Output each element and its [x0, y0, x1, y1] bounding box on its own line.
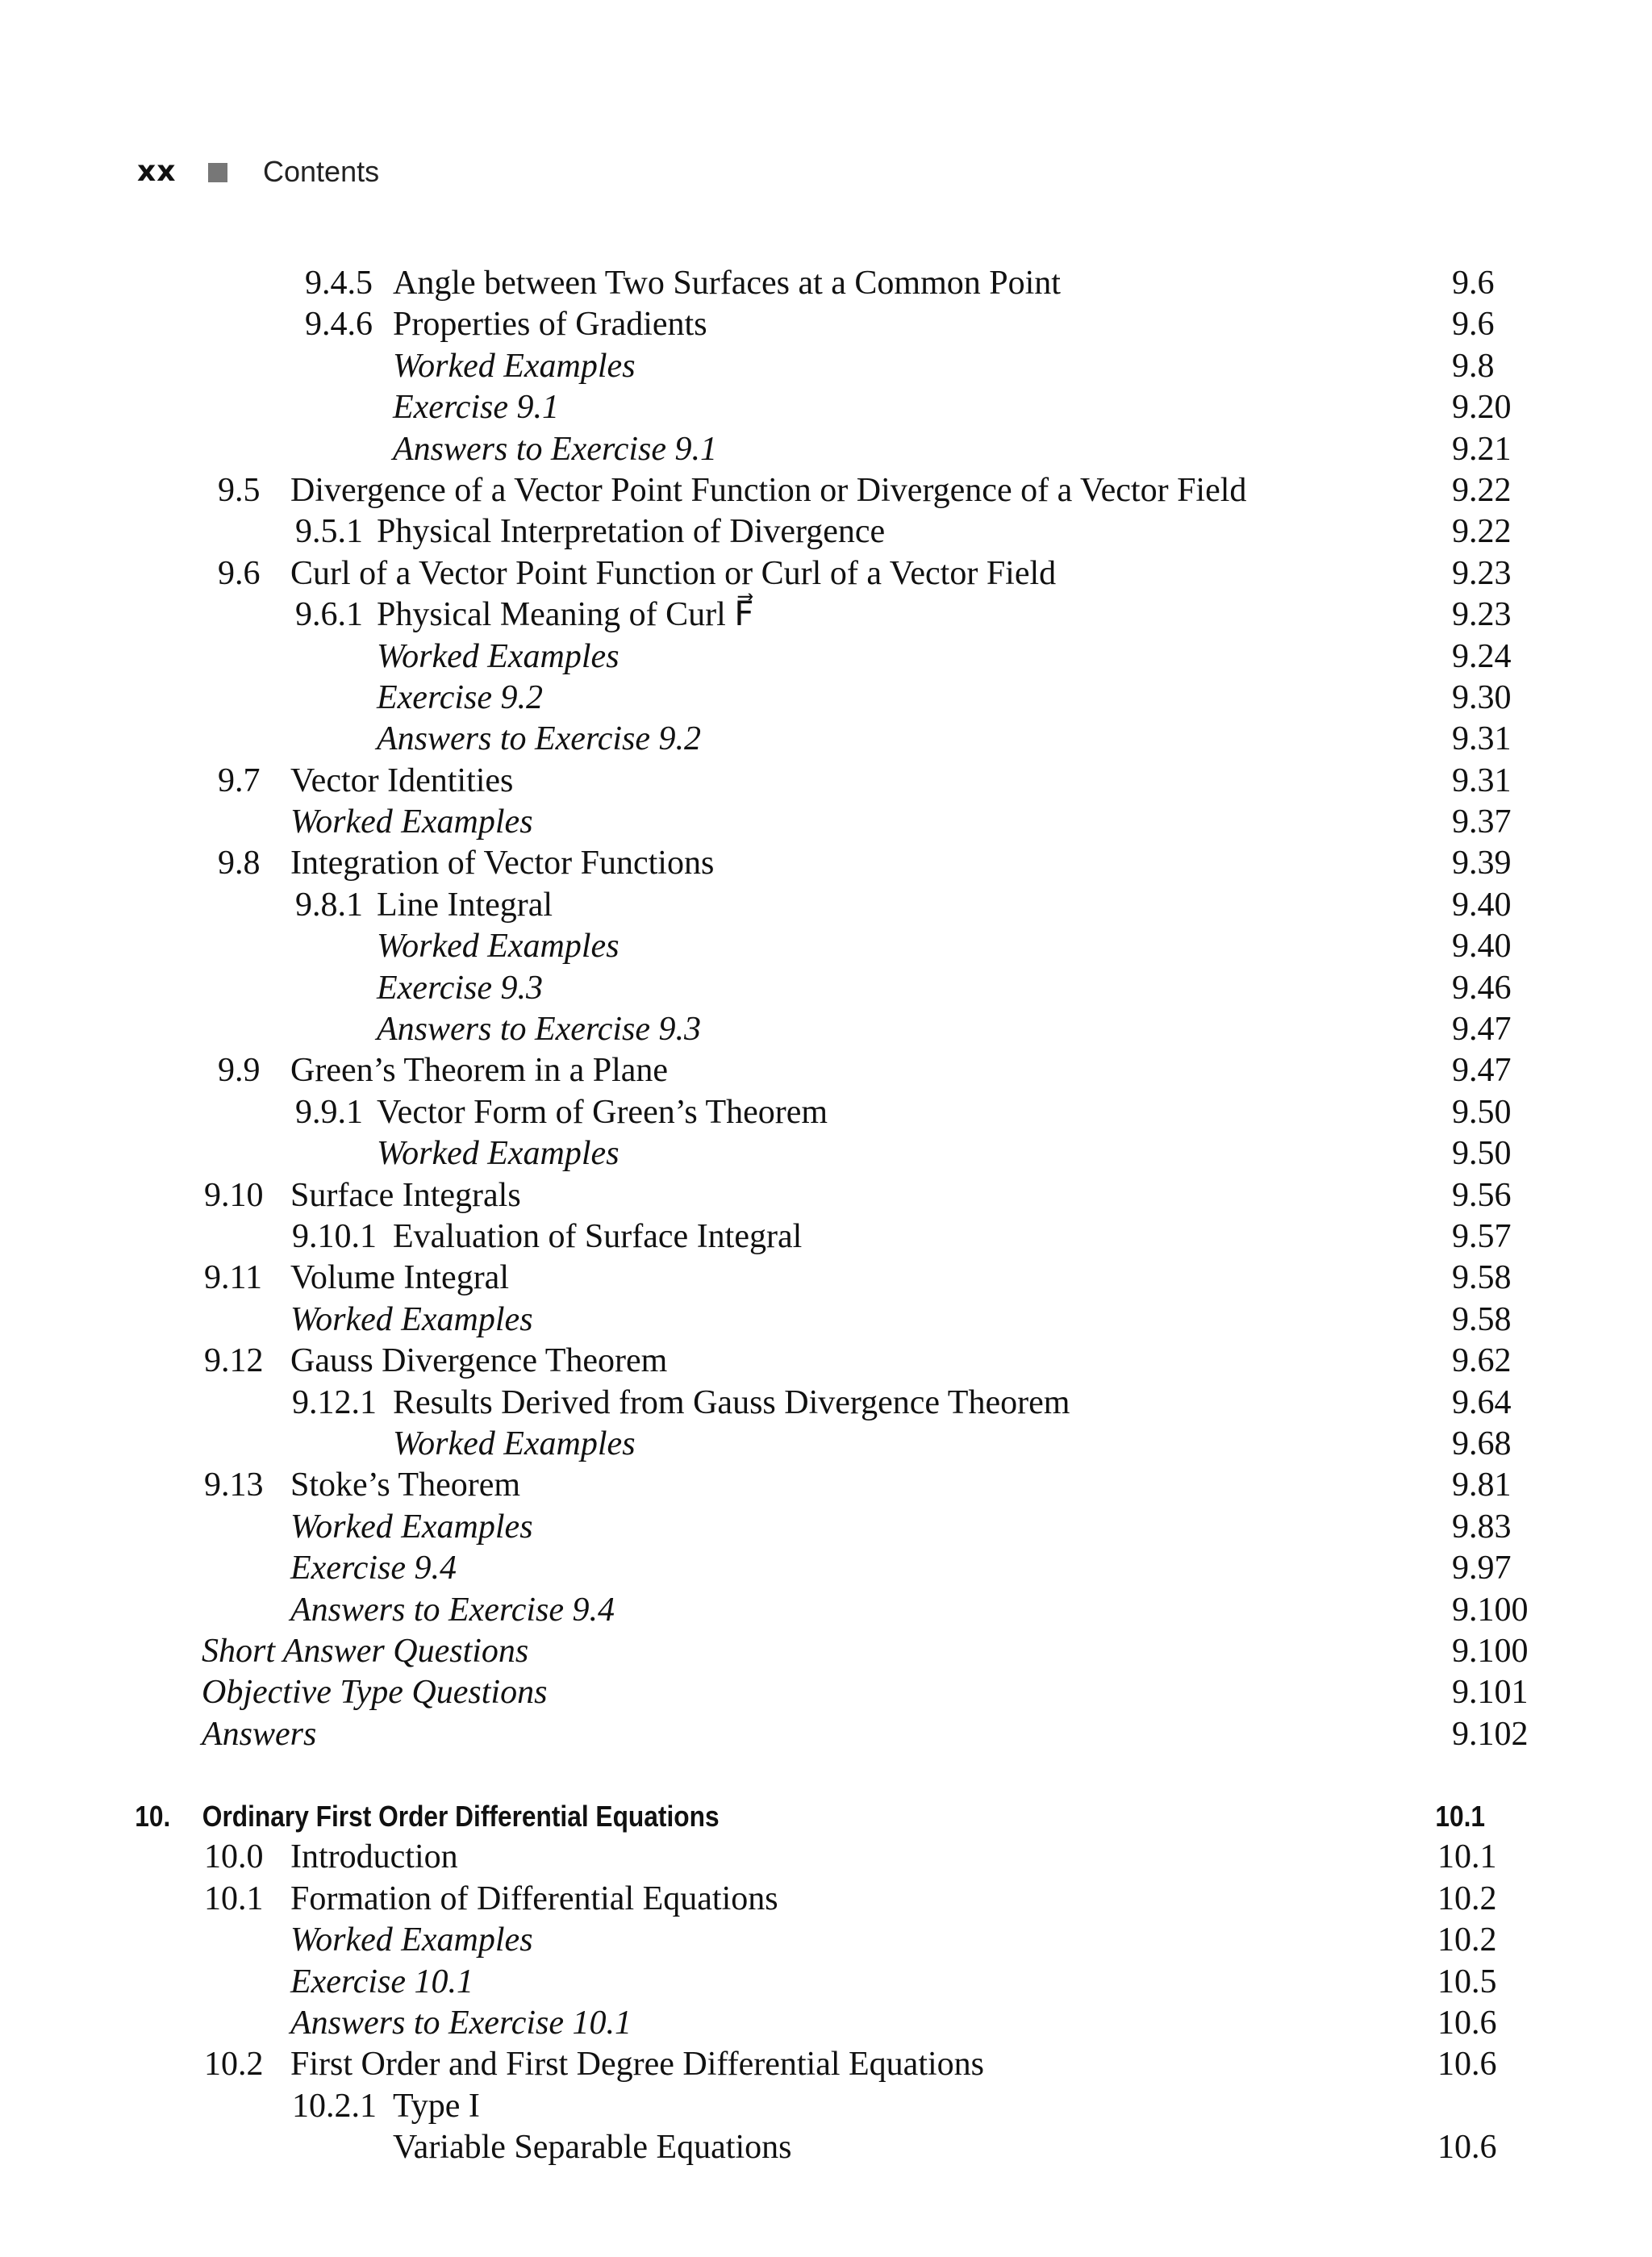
- toc-entry-title: Type I: [393, 2087, 480, 2125]
- toc-entry-title: Answers to Exercise 10.1: [290, 2005, 632, 2042]
- toc-entry-title: First Order and First Degree Differential Equations: [290, 2046, 984, 2084]
- toc-entry-number: 9.8: [218, 845, 261, 882]
- toc-entry-title: Introduction: [290, 1838, 458, 1876]
- toc-entry-page: 9.50: [1452, 1135, 1512, 1173]
- toc-entry-number: 9.8.1: [295, 886, 363, 924]
- toc-entry-page: 9.24: [1452, 637, 1512, 675]
- toc-entry-title: Worked Examples: [290, 1508, 533, 1546]
- toc-entry-number: 9.7: [218, 761, 261, 799]
- toc-entry: [0, 1009, 1652, 1050]
- toc-entry-title: Short Answer Questions: [202, 1632, 529, 1670]
- toc-entry-title: Curl of a Vector Point Function or Curl of a Vector Field: [290, 554, 1057, 592]
- toc-entry: [0, 470, 1652, 511]
- toc-entry-number: 10.2: [204, 2046, 264, 2084]
- toc-entry-number: 9.6.1: [295, 596, 363, 634]
- toc-entry-title: Green’s Theorem in a Plane: [290, 1052, 669, 1090]
- toc-entry-page: 9.46: [1452, 969, 1512, 1007]
- toc-entry: [0, 553, 1652, 594]
- toc-entry: [0, 885, 1652, 926]
- toc-entry-page: 10.6: [1437, 2005, 1497, 2042]
- toc-entry-number: 9.5.1: [295, 513, 363, 551]
- toc-entry-number: 9.10: [204, 1176, 264, 1214]
- toc-entry: [0, 263, 1652, 304]
- toc-entry-number: 10.2.1: [292, 2087, 377, 2125]
- toc-entry-title: Line Integral: [377, 886, 553, 924]
- toc-entry-page: 9.100: [1452, 1632, 1529, 1670]
- toc-entry-title: Worked Examples: [393, 1425, 636, 1462]
- toc-entry-page: 9.97: [1452, 1550, 1512, 1587]
- page-number: xx: [137, 155, 177, 188]
- toc-entry: [0, 1507, 1652, 1548]
- toc-entry: [0, 1920, 1652, 1961]
- toc-entry-number: 10.: [135, 1800, 171, 1834]
- toc-entry: [0, 1672, 1652, 1713]
- toc-entry-title: Worked Examples: [377, 1135, 620, 1173]
- square-bullet-icon: [208, 163, 227, 182]
- toc-entry-page: 9.50: [1452, 1093, 1512, 1131]
- toc-entry-page: 10.6: [1437, 2129, 1497, 2167]
- toc-entry: [0, 761, 1652, 802]
- toc-entry-title: Answers to Exercise 9.4: [290, 1591, 615, 1629]
- toc-entry: [0, 678, 1652, 719]
- toc-entry: [0, 2044, 1652, 2085]
- toc-entry-page: 9.23: [1452, 554, 1512, 592]
- toc-entry-page: 9.64: [1452, 1383, 1512, 1421]
- toc-entry-number: 9.4.5: [305, 265, 373, 302]
- toc-entry: [0, 968, 1652, 1009]
- toc-entry-number: 9.10.1: [292, 1217, 377, 1255]
- toc-entry-title: Answers to Exercise 9.3: [377, 1011, 702, 1049]
- toc-entry: [0, 387, 1652, 428]
- toc-entry: [0, 429, 1652, 470]
- toc-entry: [0, 1465, 1652, 1506]
- toc-entry-title: Exercise 9.2: [377, 678, 544, 716]
- toc-entry-number: 9.9.1: [295, 1093, 363, 1131]
- toc-entry: [0, 1300, 1652, 1341]
- toc-chapter-entry: [0, 1796, 1486, 1837]
- toc-entry-title: Answers to Exercise 9.2: [377, 720, 702, 758]
- toc-entry-title: Worked Examples: [290, 1921, 533, 1959]
- toc-entry-page: 9.58: [1452, 1259, 1512, 1297]
- toc-entry-page: 9.6: [1452, 306, 1495, 344]
- toc-entry-page: 9.57: [1452, 1217, 1512, 1255]
- toc-entry-page: 10.2: [1437, 1879, 1497, 1917]
- toc-entry: [0, 1216, 1652, 1258]
- toc-entry-number: 9.5: [218, 471, 261, 509]
- toc-entry-page: 9.6: [1452, 265, 1495, 302]
- toc-entry-title: Exercise 10.1: [290, 1963, 474, 2000]
- toc-entry: [0, 304, 1652, 345]
- toc-entry: [0, 1383, 1652, 1424]
- toc-entry: [0, 1092, 1652, 1133]
- toc-entry: [0, 594, 1652, 636]
- toc-entry: [0, 1714, 1652, 1755]
- toc-entry-page: 9.22: [1452, 471, 1512, 509]
- toc-entry-page: 9.31: [1452, 761, 1512, 799]
- toc-entry: [0, 1631, 1652, 1672]
- toc-entry-page: 9.39: [1452, 845, 1512, 882]
- toc-entry-page: 9.56: [1452, 1176, 1512, 1214]
- toc-entry-title: Variable Separable Equations: [393, 2129, 792, 2167]
- toc-entry: [0, 802, 1652, 843]
- toc-entry-number: 9.13: [204, 1466, 264, 1504]
- toc-entry-page: 9.58: [1452, 1300, 1512, 1338]
- toc-entry: [0, 1424, 1652, 1465]
- toc-entry: [0, 636, 1652, 678]
- toc-entry-title: Worked Examples: [290, 803, 533, 841]
- toc-entry: [0, 2127, 1652, 2168]
- toc-entry-title: Ordinary First Order Differential Equations: [202, 1800, 720, 1834]
- toc-entry-page: 9.101: [1452, 1674, 1529, 1712]
- toc-entry-number: 10.0: [204, 1838, 264, 1876]
- toc-entry-title: Surface Integrals: [290, 1176, 521, 1214]
- toc-entry-page: 9.30: [1452, 678, 1512, 716]
- toc-entry: [0, 1548, 1652, 1589]
- toc-entry-page: 10.1: [1435, 1800, 1486, 1834]
- toc-entry: [0, 1175, 1652, 1216]
- toc-entry-title: Properties of Gradients: [393, 306, 707, 344]
- toc-entry-title: Answers: [202, 1715, 317, 1753]
- toc-entry-page: 9.20: [1452, 389, 1512, 427]
- toc-entry-title: Gauss Divergence Theorem: [290, 1342, 668, 1380]
- toc-entry: [0, 1879, 1652, 1920]
- running-header-title: Contents: [263, 155, 380, 188]
- toc-entry-title: Worked Examples: [290, 1300, 533, 1338]
- toc-entry-page: 9.47: [1452, 1052, 1512, 1090]
- toc-entry-page: 9.8: [1452, 347, 1495, 385]
- toc-entry-title: Volume Integral: [290, 1259, 509, 1297]
- toc-entry-title: Physical Meaning of Curl F⃗: [377, 596, 754, 634]
- toc-entry-page: 9.62: [1452, 1342, 1512, 1380]
- toc-entry: [0, 719, 1652, 760]
- toc-entry-page: 10.6: [1437, 2046, 1497, 2084]
- toc-entry-title: Angle between Two Surfaces at a Common Point: [393, 265, 1061, 302]
- toc-entry-page: 9.21: [1452, 430, 1512, 468]
- toc-entry-page: 9.23: [1452, 596, 1512, 634]
- toc-entry-title: Exercise 9.4: [290, 1550, 457, 1587]
- toc-entry-page: 9.83: [1452, 1508, 1512, 1546]
- toc-entry: [0, 1258, 1652, 1299]
- toc-entry: [0, 2003, 1652, 2044]
- toc-entry-page: 9.102: [1452, 1715, 1529, 1753]
- toc-entry-title: Stoke’s Theorem: [290, 1466, 521, 1504]
- toc-entry: [0, 511, 1652, 553]
- table-of-contents: [0, 263, 1652, 2169]
- toc-entry-page: 9.22: [1452, 513, 1512, 551]
- toc-entry-number: 9.6: [218, 554, 261, 592]
- toc-entry: [0, 1590, 1652, 1631]
- toc-entry-title: Answers to Exercise 9.1: [393, 430, 718, 468]
- toc-entry-number: 9.9: [218, 1052, 261, 1090]
- toc-entry-page: 9.100: [1452, 1591, 1529, 1629]
- toc-entry-title: Vector Identities: [290, 761, 514, 799]
- toc-entry-page: 9.40: [1452, 886, 1512, 924]
- toc-entry-page: 10.2: [1437, 1921, 1497, 1959]
- toc-entry: [0, 843, 1652, 884]
- toc-entry: [0, 1050, 1652, 1091]
- toc-entry: [0, 926, 1652, 967]
- toc-entry-page: 10.5: [1437, 1963, 1497, 2000]
- toc-entry-page: 9.47: [1452, 1011, 1512, 1049]
- toc-entry: [0, 1341, 1652, 1382]
- toc-entry-number: 9.4.6: [305, 306, 373, 344]
- toc-entry-page: 9.31: [1452, 720, 1512, 758]
- toc-entry: [0, 2086, 1652, 2127]
- toc-entry-title: Exercise 9.3: [377, 969, 544, 1007]
- toc-entry: [0, 1962, 1652, 2003]
- toc-entry-page: 9.81: [1452, 1466, 1512, 1504]
- toc-entry-page: 9.37: [1452, 803, 1512, 841]
- toc-entry-title: Exercise 9.1: [393, 389, 560, 427]
- toc-entry-title: Divergence of a Vector Point Function or Divergence of a Vector Field: [290, 471, 1247, 509]
- toc-entry-title: Worked Examples: [377, 637, 620, 675]
- toc-entry-page: 9.40: [1452, 928, 1512, 966]
- toc-entry: [0, 1133, 1652, 1174]
- toc-entry-title: Integration of Vector Functions: [290, 845, 715, 882]
- toc-entry-title: Worked Examples: [377, 928, 620, 966]
- toc-entry-page: 9.68: [1452, 1425, 1512, 1462]
- toc-entry-title: Evaluation of Surface Integral: [393, 1217, 803, 1255]
- toc-entry-title: Objective Type Questions: [202, 1674, 548, 1712]
- toc-entry: [0, 346, 1652, 387]
- toc-entry-title: Worked Examples: [393, 347, 636, 385]
- page-header: [0, 152, 1652, 192]
- toc-entry-number: 9.12.1: [292, 1383, 377, 1421]
- toc-entry-title: Vector Form of Green’s Theorem: [377, 1093, 828, 1131]
- toc-entry-number: 9.11: [204, 1259, 262, 1297]
- toc-entry-number: 10.1: [204, 1879, 264, 1917]
- toc-entry: [0, 1837, 1652, 1878]
- toc-entry-number: 9.12: [204, 1342, 264, 1380]
- toc-entry-title: Physical Interpretation of Divergence: [377, 513, 886, 551]
- toc-entry-title: Results Derived from Gauss Divergence Theorem: [393, 1383, 1070, 1421]
- toc-entry-page: 10.1: [1437, 1838, 1497, 1876]
- toc-entry-title: Formation of Differential Equations: [290, 1879, 778, 1917]
